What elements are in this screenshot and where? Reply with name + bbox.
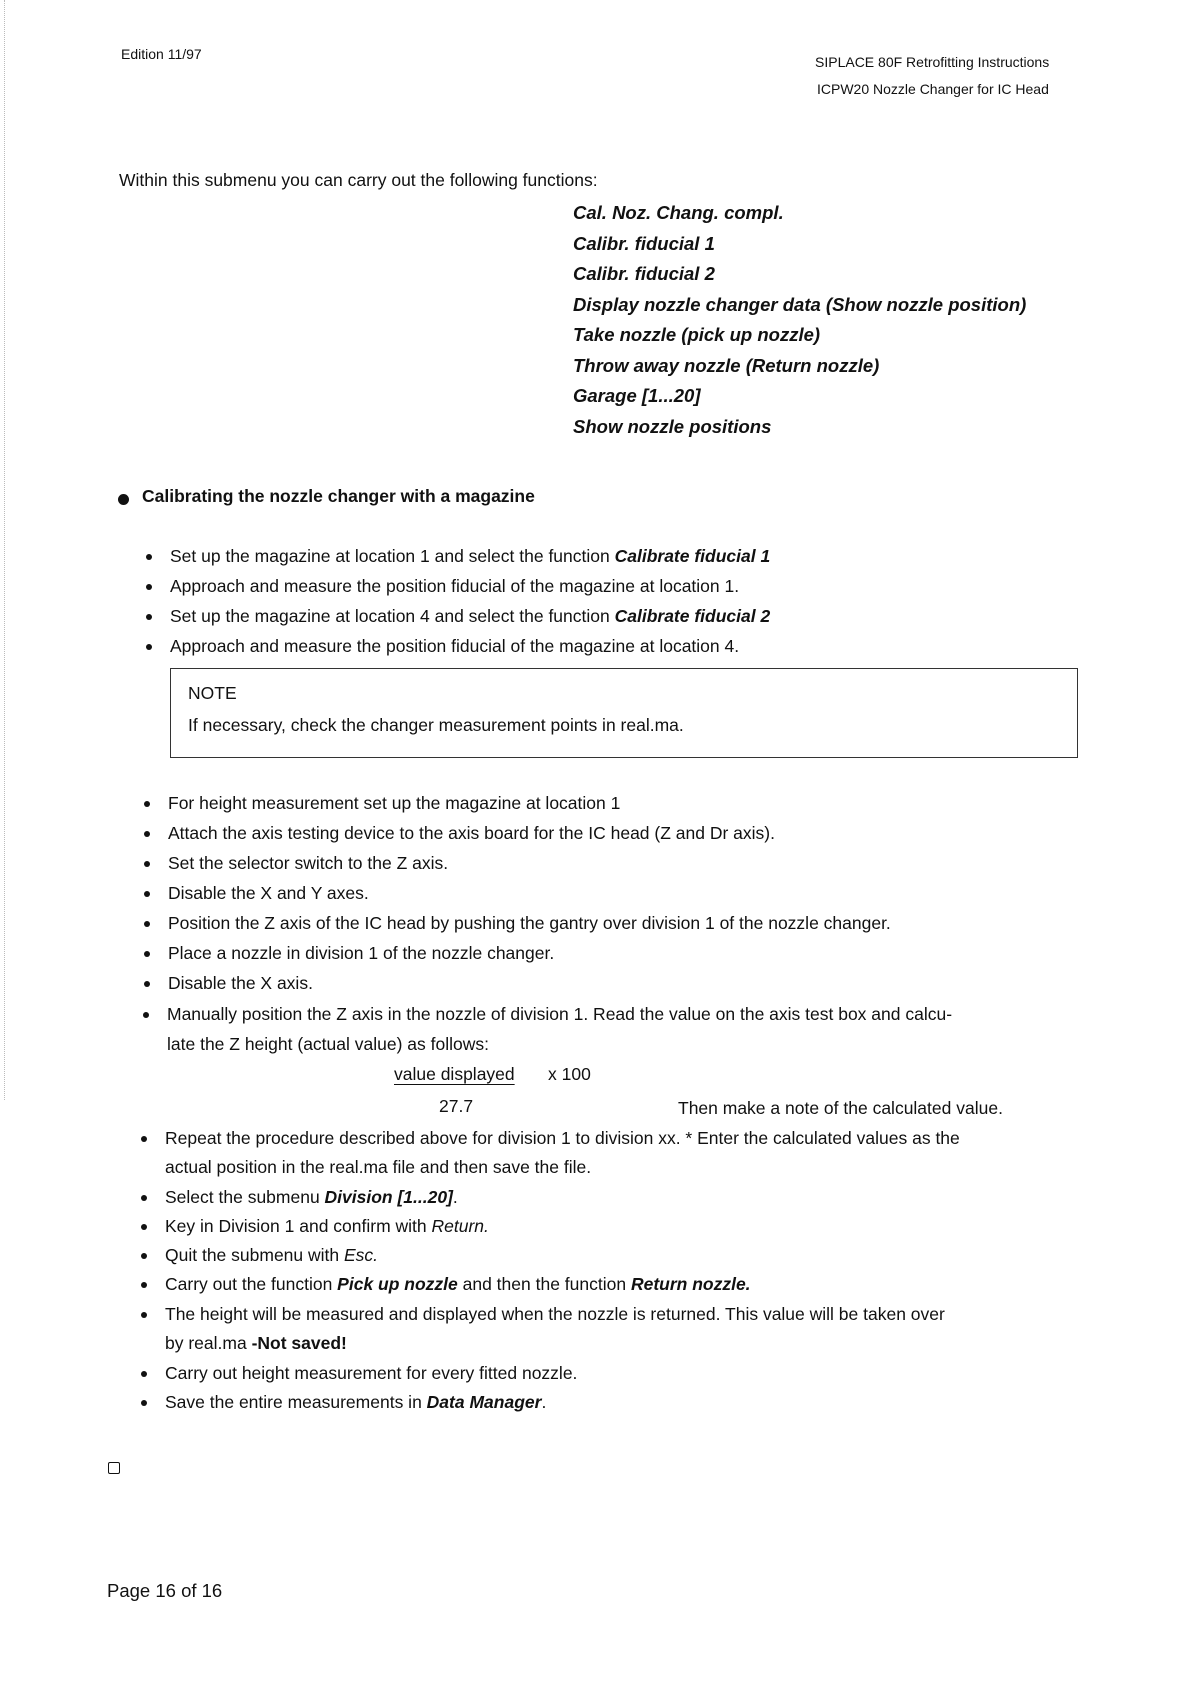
bullet-icon (141, 1136, 147, 1142)
note-text: If necessary, check the changer measurement points in real.ma. (188, 715, 684, 735)
formula-denominator: 27.7 (439, 1096, 474, 1116)
list-item: Approach and measure the position fiducial of the magazine at location 1. (170, 576, 739, 597)
edition-label: Edition 11/97 (121, 46, 202, 62)
scan-edge (4, 0, 5, 1100)
section-bullet-icon (118, 494, 129, 505)
formula-multiplier: x 100 (548, 1064, 591, 1084)
list-item: Save the entire measurements in Data Manager. (165, 1392, 546, 1413)
list-item: Disable the X and Y axes. (168, 883, 369, 904)
bullet-icon (146, 584, 152, 590)
list-item: Disable the X axis. (168, 973, 313, 994)
section-heading: Calibrating the nozzle changer with a magazine (142, 486, 535, 506)
function-item: Cal. Noz. Chang. compl. (573, 202, 784, 223)
formula-numerator: value displayed (394, 1064, 515, 1084)
list-item: Quit the submenu with Esc. (165, 1245, 378, 1266)
list-item: Place a nozzle in division 1 of the nozzle changer. (168, 943, 554, 964)
bullet-icon (141, 1282, 147, 1288)
bullet-icon (144, 981, 150, 987)
bullet-icon (141, 1371, 147, 1377)
application-reference: Data Manager (426, 1392, 542, 1412)
list-item: For height measurement set up the magazine at location 1 (168, 793, 620, 814)
list-item: Carry out the function Pick up nozzle and then the function Return nozzle. (165, 1274, 751, 1295)
bullet-icon (146, 614, 152, 620)
list-item: Manually position the Z axis in the nozzle of division 1. Read the value on the axis test box and calcu- (167, 1004, 952, 1025)
page-number: Page 16 of 16 (107, 1580, 223, 1601)
function-item: Throw away nozzle (Return nozzle) (573, 354, 880, 376)
bullet-icon (141, 1253, 147, 1259)
bullet-icon (144, 891, 150, 897)
function-item: Calibr. fiducial 2 (573, 263, 715, 284)
list-item-continuation: late the Z height (actual value) as follows: (167, 1034, 489, 1054)
bullet-icon (144, 831, 150, 837)
bullet-icon (141, 1195, 147, 1201)
list-item: Set the selector switch to the Z axis. (168, 853, 448, 874)
list-item: Attach the axis testing device to the axis board for the IC head (Z and Dr axis). (168, 823, 775, 844)
function-reference: Pick up nozzle (337, 1274, 458, 1294)
bullet-icon (141, 1224, 147, 1230)
list-item: Select the submenu Division [1...20]. (165, 1187, 458, 1208)
list-item: Carry out height measurement for every fitted nozzle. (165, 1363, 577, 1384)
list-item: Set up the magazine at location 1 and select the function Calibrate fiducial 1 (170, 546, 770, 567)
bullet-icon (141, 1312, 147, 1318)
bullet-icon (144, 861, 150, 867)
bullet-icon (146, 644, 152, 650)
bullet-icon (141, 1400, 147, 1406)
document-title: SIPLACE 80F Retrofitting Instructions (815, 54, 1050, 70)
function-item: Show nozzle positions (573, 415, 772, 437)
list-item: Repeat the procedure described above for division 1 to division xx. * Enter the calculated values as the (165, 1128, 960, 1149)
intro-text: Within this submenu you can carry out the following functions: (119, 170, 598, 190)
bullet-icon (144, 951, 150, 957)
list-item: Key in Division 1 and confirm with Return. (165, 1216, 489, 1237)
function-list (573, 198, 1026, 442)
key-reference: Return. (431, 1216, 489, 1236)
function-reference: Calibrate fiducial 2 (614, 606, 771, 626)
bullet-icon (143, 1012, 149, 1018)
warning-text: -Not saved! (251, 1333, 347, 1353)
end-of-section-icon (108, 1462, 120, 1474)
note-box (170, 668, 1078, 758)
list-item: The height will be measured and displayed when the nozzle is returned. This value will be taken over (165, 1304, 945, 1325)
function-item: Display nozzle changer data (Show nozzle position) (573, 293, 1027, 315)
note-title: NOTE (188, 683, 237, 703)
key-reference: Esc. (343, 1245, 379, 1265)
function-item: Take nozzle (pick up nozzle) (573, 324, 821, 345)
function-item: Calibr. fiducial 1 (573, 232, 715, 254)
list-item-continuation: actual position in the real.ma file and then save the file. (165, 1157, 592, 1177)
document-subtitle: ICPW20 Nozzle Changer for IC Head (817, 81, 1049, 97)
list-item: Set up the magazine at location 4 and select the function Calibrate fiducial 2 (170, 606, 770, 627)
function-reference: Calibrate fiducial 1 (614, 546, 771, 566)
function-item: Garage [1...20] (573, 385, 701, 406)
bullet-icon (144, 801, 150, 807)
bullet-icon (144, 921, 150, 927)
function-reference: Return nozzle. (630, 1274, 751, 1294)
submenu-reference: Division [1...20] (324, 1187, 453, 1207)
list-item: Position the Z axis of the IC head by pushing the gantry over division 1 of the nozzle changer. (168, 913, 891, 934)
list-item-continuation: by real.ma -Not saved! (165, 1333, 347, 1353)
formula-note: Then make a note of the calculated value. (678, 1098, 1003, 1118)
bullet-icon (146, 554, 152, 560)
list-item: Approach and measure the position fiducial of the magazine at location 4. (170, 636, 739, 657)
